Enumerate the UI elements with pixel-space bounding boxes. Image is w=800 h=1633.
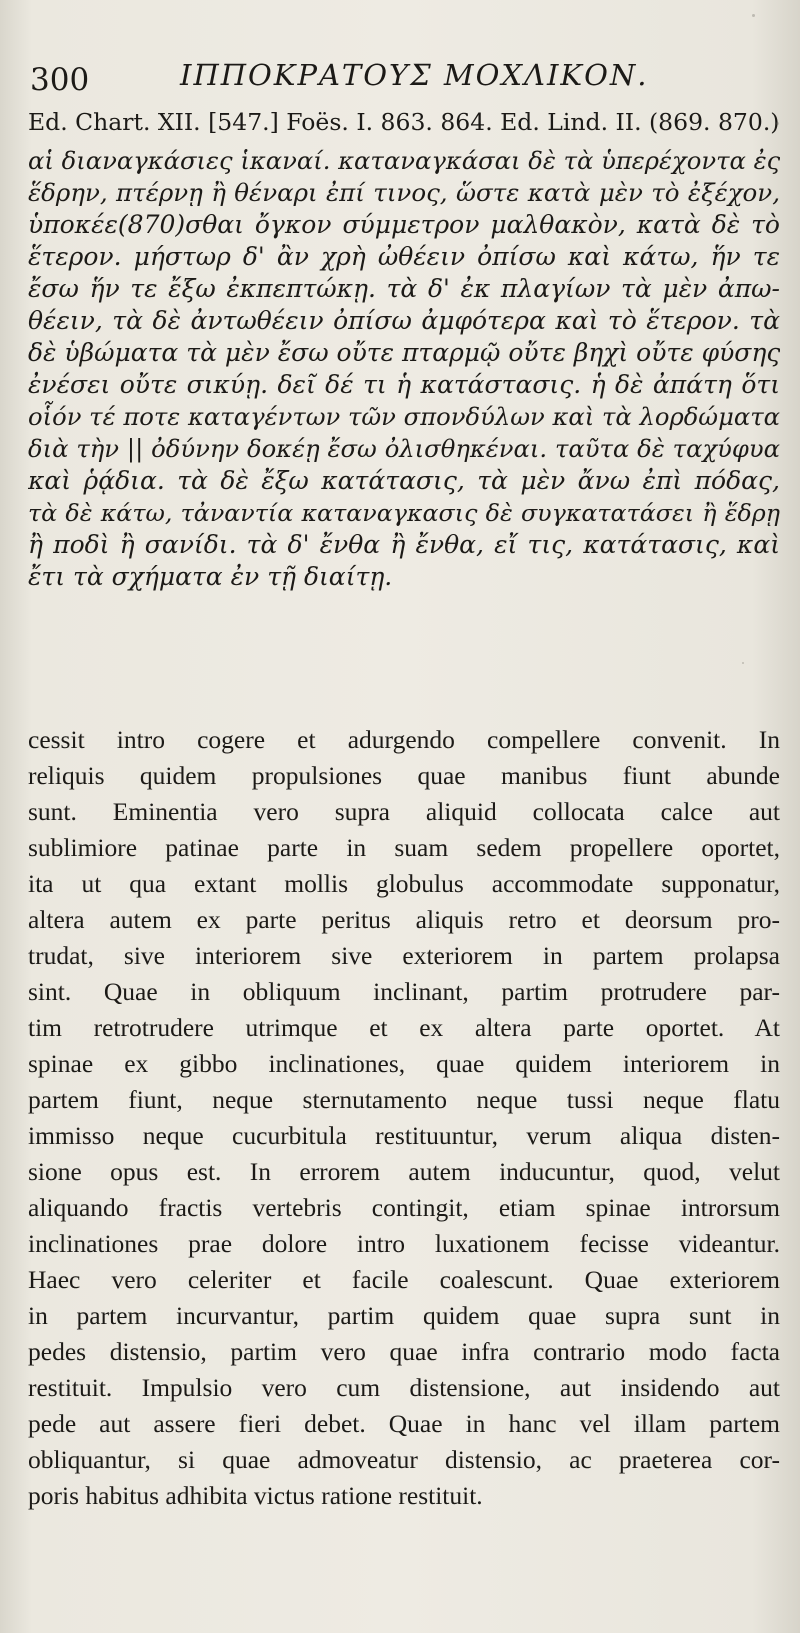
latin-text-line: restituit. Impulsio vero cum distensione, aut insidendo aut — [28, 1373, 780, 1402]
greek-text-line: οἷόν τέ ποτε καταγέντων τῶν σπονδύλων καὶ τὰ λορδώματα — [28, 402, 780, 431]
paper-speck — [776, 122, 779, 125]
latin-text-line: aliquando fractis vertebris contingit, etiam spinae introrsum — [28, 1193, 780, 1222]
latin-text-line: in partem incurvantur, partim quidem quae supra sunt in — [28, 1301, 780, 1330]
greek-text-line: ἕδρην, πτέρνῃ ἢ θέναρι ἐπί τινος, ὥστε κατὰ μὲν τὸ ἐξέχον, — [28, 178, 780, 207]
greek-text-line: ἢ ποδὶ ἢ σανίδι. τὰ δ' ἔνθα ἢ ἔνθα, εἴ τις, κατάτασις, καὶ — [28, 530, 780, 559]
latin-text-line: Haec vero celeriter et facile coalescunt. Quae exteriorem — [28, 1265, 780, 1294]
latin-text-line: sunt. Eminentia vero supra aliquid collocata calce aut — [28, 797, 780, 826]
greek-text-line: διὰ τὴν || ὀδύνην δοκέῃ ἔσω ὀλισθηκέναι. ταῦτα δὲ ταχύφυα — [28, 434, 780, 463]
greek-text-line: καὶ ῥᾴδια. τὰ δὲ ἔξω κατάτασις, τὰ μὲν ἄνω ἐπὶ πόδας, — [28, 466, 780, 495]
page-number: 300 — [30, 62, 90, 98]
paper-speck — [752, 14, 755, 17]
greek-text-line: αἱ διαναγκάσιες ἱκαναί. καταναγκάσαι δὲ τὰ ὑπερέχοντα ἐς — [28, 146, 780, 175]
latin-text-line: inclinationes prae dolore intro luxationem fecisse videantur. — [28, 1229, 780, 1258]
greek-text-block — [28, 145, 780, 593]
latin-text-line: pede aut assere fieri debet. Quae in hanc vel illam partem — [28, 1409, 780, 1438]
greek-text-line: ἔτι τὰ σχήματα ἐν τῇ διαίτῃ. — [28, 562, 393, 591]
latin-text-line: altera autem ex parte peritus aliquis retro et deorsum pro- — [28, 905, 780, 934]
latin-text-line: poris habitus adhibita victus ratione restituit. — [28, 1481, 483, 1510]
latin-text-line: pedes distensio, partim vero quae infra contrario modo facta — [28, 1337, 780, 1366]
latin-text-line: partem fiunt, neque sternutamento neque tussi neque flatu — [28, 1085, 780, 1114]
greek-text-line: θέειν, τὰ δὲ ἀντωθέειν ὀπίσω ἀμφότερα καὶ τὸ ἕτερον. τὰ — [28, 306, 780, 335]
latin-text-line: sublimiore patinae parte in suam sedem propellere oportet, — [28, 833, 780, 862]
latin-text-line: cessit intro cogere et adurgendo compellere convenit. In — [28, 725, 780, 754]
latin-translation-block — [28, 722, 780, 1514]
latin-text-line: obliquantur, si quae admoveatur distensio, ac praeterea cor- — [28, 1445, 780, 1474]
latin-text-line: tim retrotrudere utrimque et ex altera parte oportet. At — [28, 1013, 780, 1042]
greek-text-line: ἔσω ἥν τε ἔξω ἐκπεπτώκῃ. τὰ δ' ἐκ πλαγίων τὰ μὲν ἀπω- — [28, 274, 780, 303]
latin-text-line: reliquis quidem propulsiones quae manibus fiunt abunde — [28, 761, 780, 790]
greek-text-line: ὑποκέε(870)σθαι ὄγκον σύμμετρον μαλθακὸν, κατὰ δὲ τὸ — [28, 210, 780, 239]
latin-text-line: immisso neque cucurbitula restituuntur, verum aliqua disten- — [28, 1121, 780, 1150]
latin-text-line: trudat, sive interiorem sive exteriorem in partem prolapsa — [28, 941, 780, 970]
running-title: ΙΠΠΟΚΡΑΤΟΥΣ ΜΟΧΛΙΚΟΝ. — [180, 58, 649, 92]
greek-text-line: τὰ δὲ κάτω, τἀναντία καταναγκασις δὲ συγκατατάσει ἢ ἕδρῃ — [28, 499, 780, 527]
greek-text-line: ἕτερον. μήστωρ δ' ἂν χρὴ ὠθέειν ὀπίσω καὶ κάτω, ἥν τε — [28, 242, 780, 271]
latin-text-line: ita ut qua extant mollis globulus accommodate supponatur, — [28, 869, 780, 898]
greek-text-line: δὲ ὑβώματα τὰ μὲν ἔσω οὔτε πταρμῷ οὔτε βηχὶ οὔτε φύσης — [28, 338, 780, 367]
latin-text-line: sione opus est. In errorem autem inducuntur, quod, velut — [28, 1157, 780, 1186]
edition-reference-line: Ed. Chart. XII. [547.] Foës. I. 863. 864. Ed. Lind. II. (869. 870.) — [28, 108, 780, 136]
greek-text-line: ἐνέσει οὔτε σικύῃ. δεῖ δέ τι ἡ κατάστασις. ἡ δὲ ἀπάτη ὅτι — [28, 370, 780, 399]
latin-text-line: spinae ex gibbo inclinationes, quae quidem interiorem in — [28, 1049, 780, 1078]
paper-speck — [742, 662, 744, 664]
latin-text-line: sint. Quae in obliquum inclinant, partim protrudere par- — [28, 977, 780, 1006]
